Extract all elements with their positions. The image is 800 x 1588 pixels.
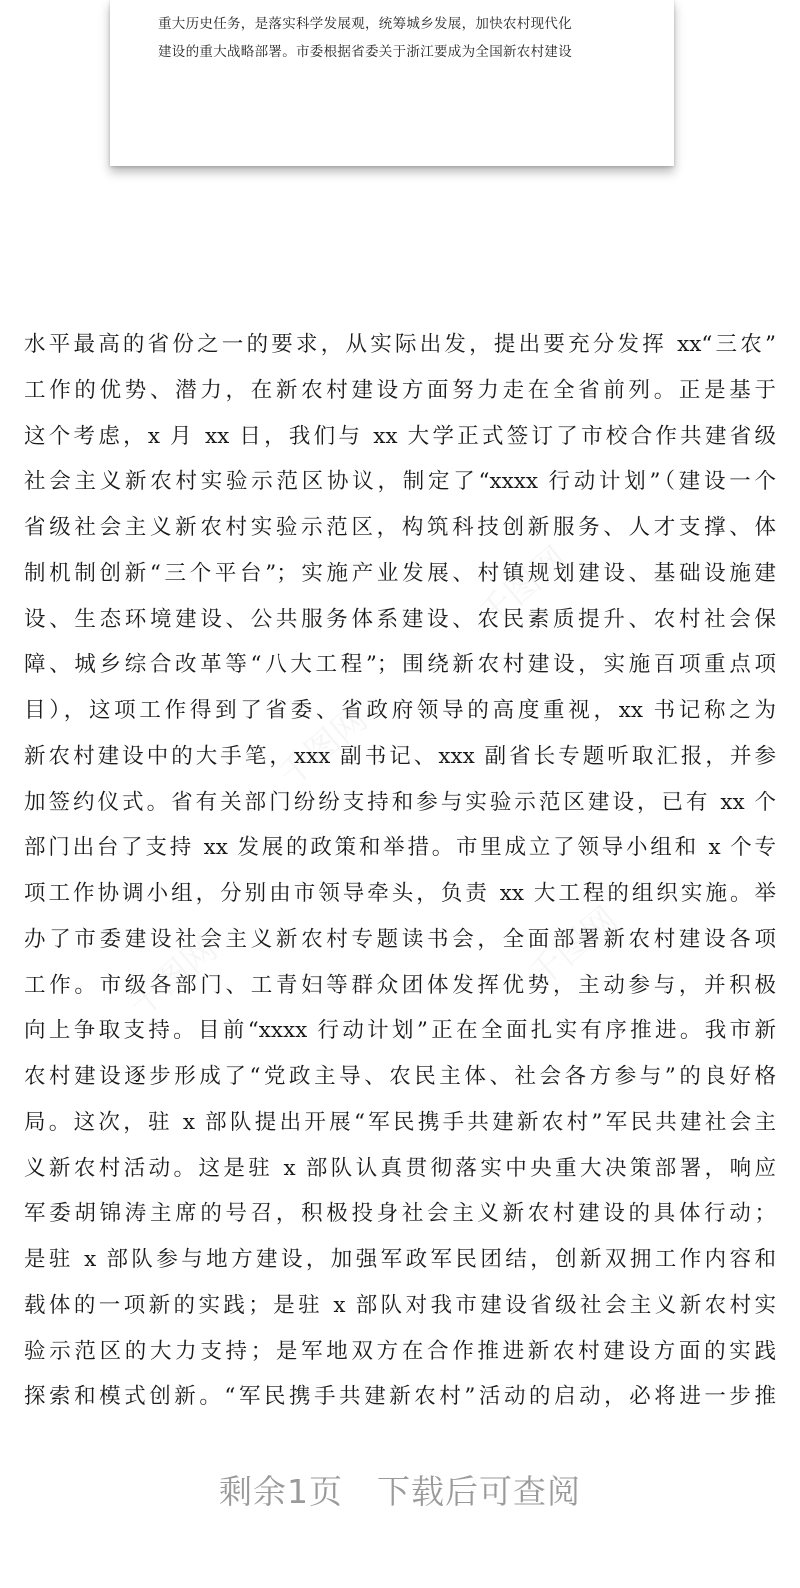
body-line: 农村建设逐步形成了“党政主导、农民主体、社会各方参与”的良好格 bbox=[24, 1064, 776, 1089]
body-line: 工作。市级各部门、工青妇等群众团体发挥优势，主动参与，并积极 bbox=[24, 972, 776, 998]
body-line: 是驻 x 部队参与地方建设，加强军政军民团结，创新双拥工作内容和 bbox=[24, 1247, 776, 1272]
body-line: 水平最高的省份之一的要求，从实际出发，提出要充分发挥 xx“三农” bbox=[24, 332, 776, 357]
body-line: 工作的优势、潜力，在新农村建设方面努力走在全省前列。正是基于 bbox=[24, 377, 776, 403]
preview-line: 建设的重大战略部署。市委根据省委关于浙江要成为全国新农村建设 bbox=[158, 44, 572, 60]
remaining-pages-label[interactable]: 剩余1页 bbox=[219, 1472, 343, 1511]
body-line: 加签约仪式。省有关部门纷纷支持和参与实验示范区建设，已有 xx 个 bbox=[24, 789, 776, 815]
watermark: 千图网 bbox=[271, 699, 376, 796]
preview-page-card bbox=[110, 0, 674, 166]
document-body bbox=[24, 322, 776, 1420]
body-line: 载体的一项新的实践；是驻 x 部队对我市建设省级社会主义新农村实 bbox=[24, 1292, 776, 1318]
body-line: 探索和模式创新。“军民携手共建新农村”活动的启动，必将进一步推 bbox=[24, 1384, 776, 1410]
body-line: 军委胡锦涛主席的号召，积极投身社会主义新农村建设的具体行动； bbox=[24, 1201, 776, 1227]
body-line: 省级社会主义新农村实验示范区，构筑科技创新服务、人才支撑、体 bbox=[24, 515, 776, 540]
body-line: 项工作协调小组，分别由市领导牵头，负责 xx 大工程的组织实施。举 bbox=[24, 881, 776, 906]
body-line: 目），这项工作得到了省委、省政府领导的高度重视，xx 书记称之为 bbox=[24, 698, 776, 723]
body-line: 局。这次，驻 x 部队提出开展“军民携手共建新农村”军民共建社会主 bbox=[24, 1109, 776, 1135]
watermark: 千图网 bbox=[471, 539, 576, 636]
body-line: 向上争取支持。目前“xxxx 行动计划”正在全面扎实有序推进。我市新 bbox=[24, 1018, 776, 1044]
body-line: 这个考虑，x 月 xx 日，我们与 xx 大学正式签订了市校合作共建省级 bbox=[24, 423, 776, 449]
body-line: 办了市委建设社会主义新农村专题读书会，全面部署新农村建设各项 bbox=[24, 926, 776, 952]
body-line: 部门出台了支持 xx 发展的政策和举措。市里成立了领导小组和 x 个专 bbox=[24, 835, 776, 861]
body-line: 障、城乡综合改革等“八大工程”；围绕新农村建设，实施百项重点项 bbox=[24, 652, 776, 678]
body-line: 新农村建设中的大手笔，xxx 副书记、xxx 副省长专题听取汇报，并参 bbox=[24, 743, 776, 769]
body-line: 义新农村活动。这是驻 x 部队认真贯彻落实中央重大决策部署，响应 bbox=[24, 1155, 776, 1181]
body-line: 设、生态环境建设、公共服务体系建设、农民素质提升、农村社会保 bbox=[24, 606, 776, 632]
body-line: 制机制创新“三个平台”；实施产业发展、村镇规划建设、基础设施建 bbox=[24, 560, 776, 586]
body-line: 社会主义新农村实验示范区协议，制定了“xxxx 行动计划”（建设一个 bbox=[24, 469, 776, 495]
watermark: 千图网 bbox=[121, 929, 226, 1026]
watermark: 千图网 bbox=[521, 899, 626, 996]
download-to-view-label[interactable]: 下载后可查阅 bbox=[377, 1472, 581, 1511]
remaining-pages-banner[interactable] bbox=[0, 1462, 800, 1522]
body-line: 验示范区的大力支持；是军地双方在合作推进新农村建设方面的实践 bbox=[24, 1338, 776, 1364]
preview-line: 重大历史任务，是落实科学发展观，统筹城乡发展，加快农村现代化 bbox=[158, 16, 572, 32]
